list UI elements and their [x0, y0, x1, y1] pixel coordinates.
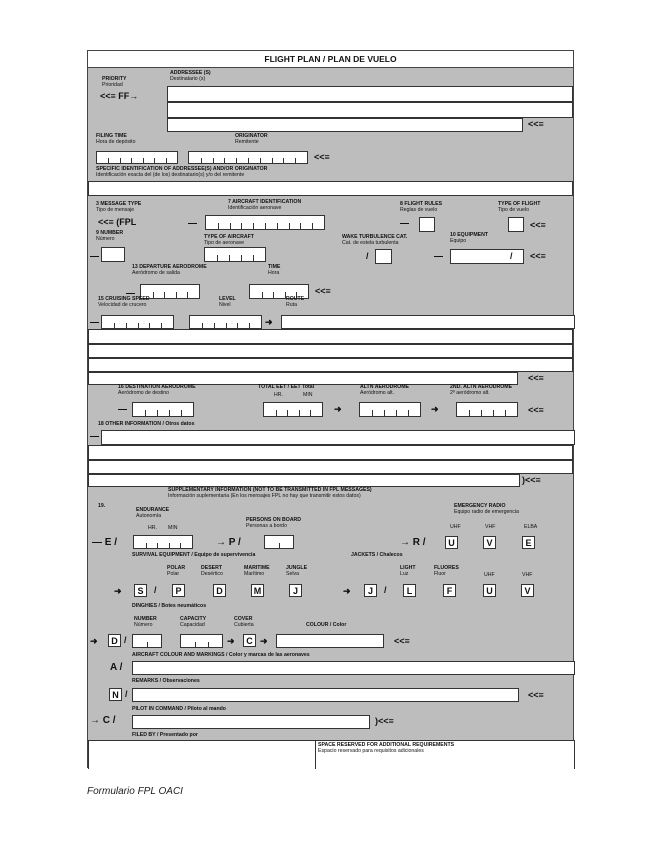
altn-arrow: ➜	[334, 404, 342, 414]
field-tick	[187, 292, 188, 298]
cruising-label: 15 CRUISING SPEED Velocidad de crucero	[98, 296, 150, 308]
field-tick	[241, 223, 242, 229]
message-type-label: 3 MESSAGE TYPE Tipo de mensaje	[96, 201, 142, 213]
field-tick	[237, 323, 238, 328]
equipment-slash: /	[510, 251, 513, 261]
type-of-flight-label: TYPE OF FLIGHT Tipo de vuelo	[498, 201, 541, 213]
jackets-vhf-box[interactable]: V	[521, 584, 534, 597]
jackets-uhf-box[interactable]: U	[483, 584, 496, 597]
pilot-label: PILOT IN COMMAND / Piloto al mando	[132, 706, 226, 712]
dash	[90, 322, 99, 323]
other-info-field-4[interactable]	[88, 474, 520, 487]
persons-label: PERSONS ON BOARD Personas a bordo	[246, 517, 302, 529]
supplementary-label: SUPPLEMENTARY INFORMATION (NOT TO BE TRANSMITTED IN FPL MESSAGES) Información suplementaria (En los mensajes FPL no hay que transmitir estos datos)	[168, 487, 372, 499]
item18-end-mark: )<<≡	[522, 475, 541, 485]
vhf-label: VHF	[485, 524, 496, 530]
form-caption: Formulario FPL OACI	[87, 786, 183, 797]
dinghies-arrow: ➜	[90, 636, 98, 646]
capacity-field[interactable]	[180, 634, 223, 648]
item19-label: 19.	[98, 503, 106, 509]
field-tick	[276, 410, 277, 416]
route-arrow: ➜	[265, 317, 273, 327]
eet-min-label: MIN	[303, 392, 313, 398]
total-eet-field[interactable]	[263, 402, 323, 417]
field-tick	[161, 323, 162, 328]
field-tick	[260, 158, 261, 163]
capacity-label: CAPACITY Capacidad	[180, 616, 207, 628]
type-of-flight-field[interactable]	[508, 217, 524, 232]
maritime-box[interactable]: M	[251, 584, 264, 597]
form-title: FLIGHT PLAN / PLAN DE VUELO	[88, 51, 573, 68]
altn-label: ALTN AERODROME Aeródromo alt.	[360, 384, 409, 396]
field-tick	[208, 642, 209, 647]
dinghy-number-label: NUMBER Número	[134, 616, 157, 628]
field-tick	[149, 323, 150, 328]
uhf-label: UHF	[450, 524, 461, 530]
field-tick	[283, 158, 284, 163]
field-tick	[300, 223, 301, 229]
field-tick	[505, 410, 506, 416]
field-tick	[287, 410, 288, 416]
wake-label: WAKE TURBULENCE CAT. Cat. de estela turbulenta	[342, 234, 408, 246]
dash	[434, 256, 443, 257]
other-info-field-1[interactable]	[101, 430, 575, 445]
item10-end-mark: <<≡	[530, 251, 546, 261]
colour-label: COLOUR / Color	[306, 622, 347, 628]
survival-arrow: ➜	[114, 586, 122, 596]
filing-time-field[interactable]	[96, 151, 178, 164]
filing-time-label: FILING TIME Hora de depósito	[96, 133, 136, 145]
addressee-end-mark: <<≡	[528, 119, 544, 129]
field-tick	[157, 543, 158, 548]
divider	[315, 740, 316, 769]
dash	[90, 256, 99, 257]
uhf-box[interactable]: U	[445, 536, 458, 549]
dash	[126, 293, 135, 294]
elba-label: ELBA	[524, 524, 538, 530]
cruising-speed-field[interactable]	[101, 315, 174, 329]
cover-label: COVER Cubierta	[234, 616, 254, 628]
addressee-field-3[interactable]	[167, 118, 523, 132]
field-tick	[253, 255, 254, 261]
field-tick	[214, 323, 215, 328]
field-tick	[279, 543, 280, 548]
jackets-j-box[interactable]: J	[364, 584, 377, 597]
field-tick	[195, 642, 196, 647]
addressee-label: ADDRESSEE (S) Destinatario (s)	[170, 70, 211, 82]
remarks-end-mark: <<≡	[528, 690, 544, 700]
route-field-4[interactable]	[88, 358, 573, 372]
field-tick	[131, 158, 132, 163]
light-label: LIGHT Luz	[400, 565, 416, 577]
endurance-label: ENDURANCE Autonomía	[136, 507, 170, 519]
field-tick	[217, 255, 218, 261]
field-tick	[169, 543, 170, 548]
addressee-field-2[interactable]	[167, 102, 573, 118]
field-tick	[153, 292, 154, 298]
field-tick	[146, 543, 147, 548]
field-tick	[143, 158, 144, 163]
field-tick	[157, 410, 158, 416]
field-tick	[226, 323, 227, 328]
polar-label: POLAR Polar	[167, 565, 186, 577]
elba-box[interactable]: E	[522, 536, 535, 549]
field-tick	[248, 158, 249, 163]
persons-code: → P /	[216, 537, 241, 548]
field-tick	[249, 323, 250, 328]
eet-hr-label: HR.	[274, 392, 283, 398]
field-tick	[213, 158, 214, 163]
survival-label: SURVIVAL EQUIPMENT / Equipo de supervivencia	[132, 552, 256, 558]
type-aircraft-field[interactable]	[204, 247, 266, 262]
dinghies-d-box[interactable]: D	[108, 634, 121, 647]
endurance-min-label: MIN	[168, 525, 178, 531]
pilot-field[interactable]	[132, 715, 370, 729]
message-type-code: <<≡ (FPL	[98, 217, 137, 227]
aircraft-id-field[interactable]	[205, 215, 325, 230]
dash	[188, 223, 197, 224]
dinghies-end-mark: <<≡	[394, 636, 410, 646]
remarks-field[interactable]	[132, 688, 519, 702]
colour-arrow: ➜	[260, 636, 268, 646]
pilot-end-mark: )<<≡	[375, 716, 394, 726]
field-tick	[295, 158, 296, 163]
survival-slash: /	[154, 585, 157, 595]
space-reserved-label: SPACE RESERVED FOR ADDITIONAL REQUIREMENTS Espacio reservado para requisitos adicionales	[318, 742, 455, 754]
field-tick	[253, 223, 254, 229]
item16-end-mark: <<≡	[528, 405, 544, 415]
field-tick	[154, 158, 155, 163]
field-tick	[273, 292, 274, 298]
fluores-box[interactable]: F	[443, 584, 456, 597]
aircraft-colour-code: A /	[110, 662, 123, 673]
originator-label: ORIGINATOR Remitente	[235, 133, 268, 145]
level-label: LEVEL Nivel	[219, 296, 236, 308]
route-field-3[interactable]	[88, 344, 573, 358]
altn2-label: 2ND. ALTN AERODROME 2º aeródromo alt.	[450, 384, 513, 396]
altn2-arrow: ➜	[431, 404, 439, 414]
filed-by-label: FILED BY / Presentado por	[132, 732, 198, 738]
dinghy-colour-field[interactable]	[276, 634, 384, 648]
field-tick	[372, 410, 373, 416]
destination-label: 16 DESTINATION AERODROME Aeródromo de destino	[118, 384, 196, 396]
aircraft-id-label: 7 AIRCRAFT IDENTIFICATION Identificación aeronave	[228, 199, 302, 211]
field-tick	[277, 223, 278, 229]
persons-field[interactable]	[264, 535, 294, 549]
field-tick	[299, 410, 300, 416]
departure-label: 13 DEPARTURE AERODROME Aeródromo de salida	[132, 264, 207, 276]
field-tick	[138, 323, 139, 328]
flight-rules-field[interactable]	[419, 217, 435, 232]
field-tick	[469, 410, 470, 416]
field-tick	[202, 323, 203, 328]
field-tick	[176, 292, 177, 298]
wake-field[interactable]	[375, 249, 392, 264]
dinghies-label: DINGHIES / Botes neumáticos	[132, 603, 207, 609]
jackets-arrow: ➜	[343, 586, 351, 596]
emergency-code: → R /	[400, 537, 426, 548]
field-tick	[147, 642, 148, 647]
other-info-field-3[interactable]	[88, 460, 573, 474]
field-tick	[164, 292, 165, 298]
field-tick	[272, 158, 273, 163]
field-tick	[229, 255, 230, 261]
field-tick	[481, 410, 482, 416]
uhf2-label: UHF	[484, 572, 495, 578]
number-field[interactable]	[101, 247, 125, 262]
flight-plan-form	[87, 50, 574, 768]
field-tick	[181, 410, 182, 416]
item15-end-mark: <<≡	[528, 373, 544, 383]
type-aircraft-label: TYPE OF AIRCRAFT Tipo de aeronave	[204, 234, 254, 246]
altn-field[interactable]	[359, 402, 421, 417]
dinghy-number-field[interactable]	[132, 634, 162, 648]
field-tick	[145, 410, 146, 416]
other-info-label: 18 OTHER INFORMATION / Otros datos	[98, 421, 195, 427]
originator-end-mark: <<≡	[314, 152, 330, 162]
field-tick	[396, 410, 397, 416]
aircraft-colour-label: AIRCRAFT COLOUR AND MARKINGS / Color y marcas de las aeronaves	[132, 652, 310, 658]
field-tick	[230, 223, 231, 229]
number-label: 9 NUMBER Número	[96, 230, 124, 242]
field-tick	[180, 543, 181, 548]
endurance-code: — E /	[92, 537, 118, 548]
remarks-label: REMARKS / Observaciones	[132, 678, 200, 684]
equipment-label: 10 EQUIPMENT Equipo	[450, 232, 489, 244]
desert-box[interactable]: D	[213, 584, 226, 597]
dash	[118, 409, 127, 410]
total-eet-label: TOTAL EET / EET Total	[258, 384, 315, 390]
field-tick	[310, 410, 311, 416]
flight-rules-label: 8 FLIGHT RULES Reglas de vuelo	[400, 201, 443, 213]
field-tick	[384, 410, 385, 416]
field-tick	[262, 292, 263, 298]
remarks-n-box[interactable]: N	[109, 688, 122, 701]
level-field[interactable]	[189, 315, 262, 329]
route-field-2[interactable]	[88, 329, 573, 344]
remarks-slash: /	[125, 689, 128, 699]
addressee-field-1[interactable]	[167, 86, 573, 102]
field-tick	[312, 223, 313, 229]
field-tick	[236, 158, 237, 163]
item13-end-mark: <<≡	[315, 286, 331, 296]
emergency-label: EMERGENCY RADIO Equipo radio de emergencia	[454, 503, 519, 515]
originator-field[interactable]	[188, 151, 308, 164]
route-field-1[interactable]	[281, 315, 575, 329]
field-tick	[493, 410, 494, 416]
pilot-code: → C /	[90, 715, 116, 726]
desert-label: DESERT Desértico	[201, 565, 223, 577]
route-label: ROUTE Ruta	[286, 296, 305, 308]
cover-c-box[interactable]: C	[243, 634, 256, 647]
fluores-label: FLUORES Fluor	[434, 565, 459, 577]
light-box[interactable]: L	[403, 584, 416, 597]
field-tick	[169, 410, 170, 416]
dinghies-slash: /	[124, 635, 127, 645]
field-tick	[126, 323, 127, 328]
field-tick	[241, 255, 242, 261]
maritime-label: MARITIME Marítimo	[244, 565, 270, 577]
priority-code: <<≡ FF→	[100, 91, 139, 101]
field-tick	[166, 158, 167, 163]
jackets-label: JACKETS / Chalecos	[351, 552, 403, 558]
other-info-field-2[interactable]	[88, 445, 573, 460]
survival-s-box[interactable]: S	[134, 584, 147, 597]
specific-id-field[interactable]	[88, 181, 573, 196]
field-tick	[120, 158, 121, 163]
time-label: TIME Hora	[268, 264, 281, 276]
jungle-box[interactable]: J	[289, 584, 302, 597]
jackets-slash: /	[384, 585, 387, 595]
vhf-box[interactable]: V	[483, 536, 496, 549]
field-tick	[218, 223, 219, 229]
endurance-field[interactable]	[133, 535, 193, 549]
destination-field[interactable]	[132, 402, 194, 417]
vhf2-label: VHF	[522, 572, 533, 578]
endurance-hr-label: HR.	[148, 525, 157, 531]
wake-slash: /	[366, 251, 369, 261]
cover-arrow: ➜	[227, 636, 235, 646]
field-tick	[201, 158, 202, 163]
field-tick	[114, 323, 115, 328]
field-tick	[265, 223, 266, 229]
aircraft-colour-field[interactable]	[132, 661, 575, 675]
altn2-field[interactable]	[456, 402, 518, 417]
dash	[400, 223, 409, 224]
specific-id-label: SPECIFIC IDENTIFICATION OF ADDRESSEE(S) AND/OR ORIGINATOR Identificación exacta del (de los) destinatario(s) y/o del remitente	[96, 166, 268, 178]
priority-label: PRIORITY Prioridad	[102, 76, 127, 88]
dash	[90, 436, 99, 437]
field-tick	[108, 158, 109, 163]
polar-box[interactable]: P	[172, 584, 185, 597]
jungle-label: JUNGLE Selva	[286, 565, 308, 577]
field-tick	[224, 158, 225, 163]
field-tick	[289, 223, 290, 229]
item8-end-mark: <<≡	[530, 220, 546, 230]
field-tick	[408, 410, 409, 416]
